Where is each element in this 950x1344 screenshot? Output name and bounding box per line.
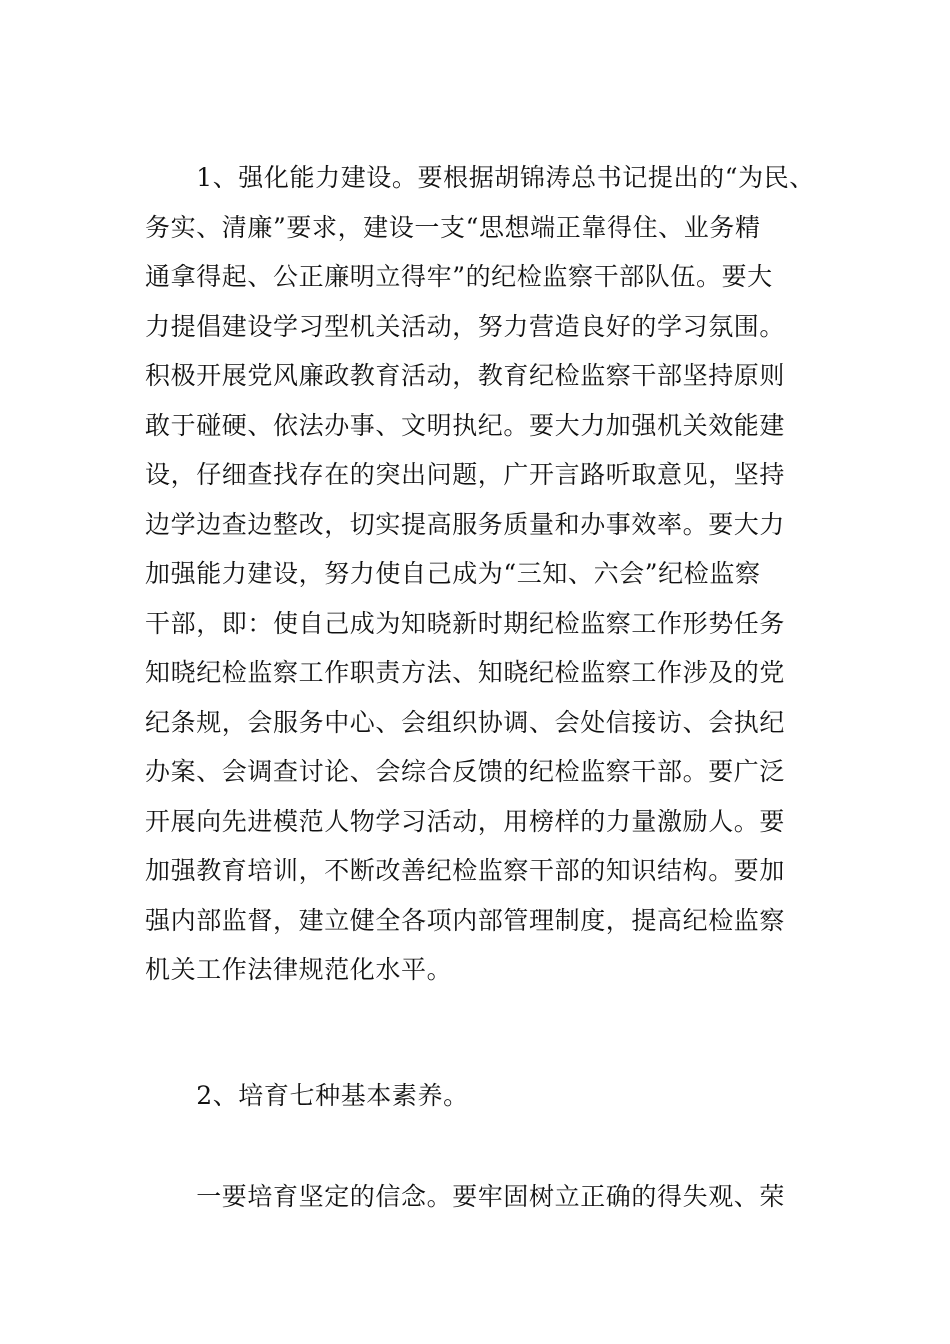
text-line: 开展向先进模范人物学习活动，用榜样的力量激励人。要 — [145, 806, 786, 836]
text-line: 务实、清廉”要求，建设一支“思想端正靠得住、业务精 — [145, 212, 761, 242]
text-line: 办案、会调查讨论、会综合反馈的纪检监察干部。要广泛 — [145, 757, 786, 786]
text-line: 干部，即：使自己成为知晓新时期纪检监察工作形势任务 — [145, 608, 786, 638]
text-line: 知晓纪检监察工作职责方法、知晓纪检监察工作涉及的党 — [145, 658, 786, 687]
text-line: 加强教育培训，不断改善纪检监察干部的知识结构。要加 — [145, 856, 786, 885]
paragraph-capacity-building — [145, 153, 815, 995]
text-line: 力提倡建设学习型机关活动，努力营造良好的学习氛围。 — [145, 311, 786, 341]
text-line: 边学边查边整改，切实提高服务质量和办事效率。要大力 — [145, 509, 786, 539]
text-line: 敢于碰硬、依法办事、文明执纪。要大力加强机关效能建 — [145, 410, 786, 440]
paragraph-seven-qualities-heading — [145, 1071, 810, 1121]
text-line: 通拿得起、公正廉明立得牢”的纪检监察干部队伍。要大 — [145, 262, 773, 291]
text-line: 加强能力建设，努力使自己成为“三知、六会”纪检监察 — [145, 559, 761, 588]
text-line: 2、培育七种基本素养。 — [145, 1081, 469, 1110]
text-line: 一要培育坚定的信念。要牢固树立正确的得失观、荣 — [145, 1182, 786, 1211]
text-line: 积极开展党风廉政教育活动，教育纪检监察干部坚持原则 — [145, 361, 786, 390]
text-line: 纪条规，会服务中心、会组织协调、会处信接访、会执纪 — [145, 707, 786, 737]
text-line: 强内部监督，建立健全各项内部管理制度，提高纪检监察 — [145, 905, 786, 935]
text-line: 设，仔细查找存在的突出问题，广开言路听取意见，坚持 — [145, 460, 786, 489]
text-line: 机关工作法律规范化水平。 — [145, 955, 453, 984]
paragraph-firm-belief — [145, 1172, 810, 1222]
text-line: 1、强化能力建设。要根据胡锦涛总书记提出的“为民、 — [145, 163, 815, 192]
